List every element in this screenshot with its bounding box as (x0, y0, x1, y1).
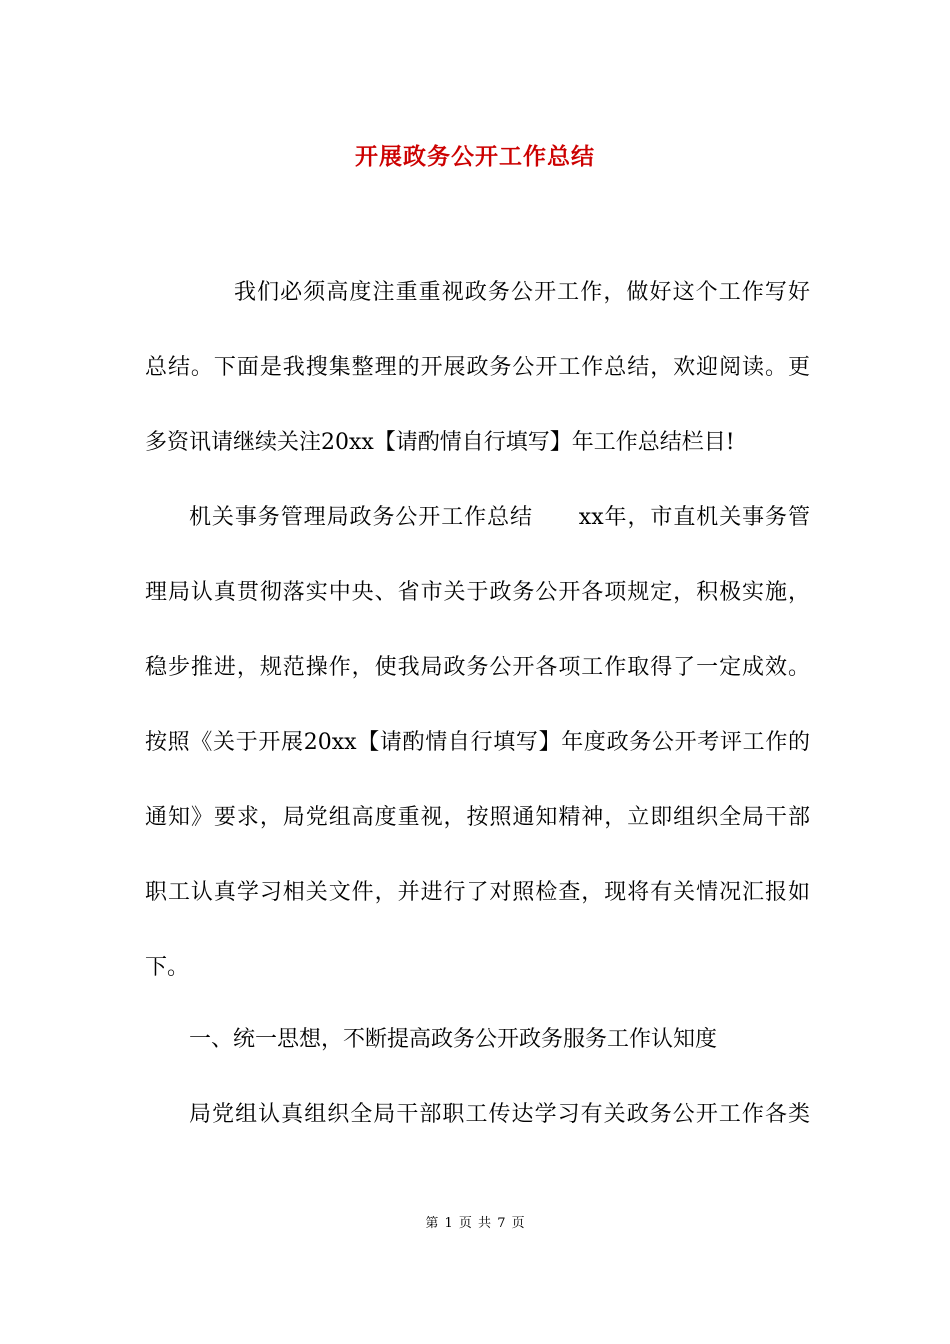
paragraph-line: 职工认真学习相关文件，并进行了对照检查，现将有关情况汇报如 (145, 880, 810, 905)
paragraph-line: 总结。下面是我搜集整理的开展政务公开工作总结，欢迎阅读。更 (145, 355, 810, 380)
section-heading: 一、统一思想，不断提高政务公开政务服务工作认知度 (189, 1027, 718, 1052)
paragraph-line: 按照《关于开展20xx【请酌情自行填写】年度政务公开考评工作的 (145, 730, 810, 755)
paragraph-line: 稳步推进，规范操作，使我局政务公开各项工作取得了一定成效。 (145, 655, 810, 680)
paragraph-line: 多资讯请继续关注20xx【请酌情自行填写】年工作总结栏目! (145, 430, 735, 455)
paragraph-line: 机关事务管理局政务公开工作总结 xx年，市直机关事务管 (189, 505, 810, 530)
paragraph-line: 理局认真贯彻落实中央、省市关于政务公开各项规定，积极实施， (145, 580, 810, 605)
paragraph-line: 下。 (145, 955, 190, 980)
paragraph-line: 局党组认真组织全局干部职工传达学习有关政务公开工作各类 (189, 1102, 810, 1127)
page-footer: 第 1 页 共 7 页 (425, 1216, 525, 1231)
document-title: 开展政务公开工作总结 (355, 143, 595, 170)
paragraph-line: 我们必须高度注重重视政务公开工作，做好这个工作写好 (234, 280, 810, 305)
paragraph-line: 通知》要求，局党组高度重视，按照通知精神，立即组织全局干部 (145, 805, 810, 830)
